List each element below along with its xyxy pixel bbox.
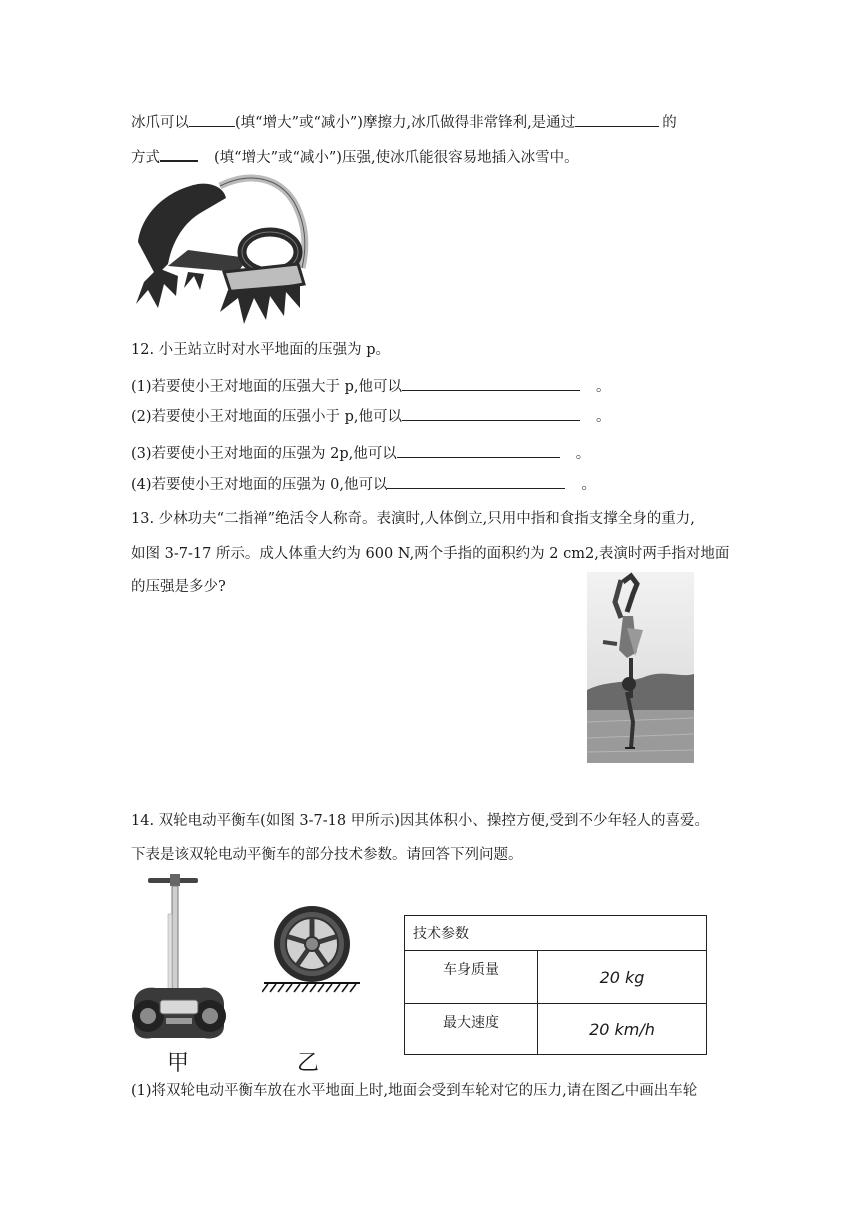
q14-sub-1: (1)将双轮电动平衡车放在水平地面上时,地面会受到车轮对它的压力,请在图乙中画出车轮: [131, 1083, 698, 1099]
q13-line-1: 13. 少林功夫“二指禅”绝活令人称奇。表演时,人体倒立,只用中指和食指支撑全身的重力,: [131, 511, 695, 527]
crampon-figure: [128, 172, 310, 330]
q12-item-3-text: (3)若要使小王对地面的压强为 2p,他可以: [131, 446, 397, 462]
q12-item-2: [131, 405, 611, 427]
table-header-cell: 技术参数: [405, 916, 707, 951]
q12-item-2-end: 。: [596, 409, 611, 425]
figure-label-yi: 乙: [297, 1051, 320, 1076]
q11-text-b: (填“增大”或“减小”)摩擦力,冰爪做得非常锋利,是通过: [235, 115, 576, 131]
table-row: [405, 951, 707, 1004]
q12-item-4: [131, 473, 596, 495]
q12-item-4-end: 。: [581, 477, 596, 493]
wheel-on-ground-figure: [262, 904, 362, 996]
table-header-row: [405, 916, 707, 951]
q12-item-4-text: (4)若要使小王对地面的压强为 0,他可以: [131, 477, 388, 493]
q14-line-1: 14. 双轮电动平衡车(如图 3-7-18 甲所示)因其体积小、操控方便,受到不少年轻人的喜爱。: [131, 813, 710, 829]
q11-blank-2: [575, 111, 659, 127]
table-cell-value: 20 kg: [538, 951, 707, 1004]
q12-item-1: [131, 375, 611, 397]
q11-line-1: [131, 111, 677, 133]
q11-text-c: 的: [662, 115, 677, 131]
balance-scooter-figure: [130, 874, 226, 1042]
q11-blank-3: [160, 145, 198, 162]
q12-item-3-blank: [397, 442, 560, 458]
table-row: [405, 1004, 707, 1055]
q12-item-1-blank: [402, 375, 580, 391]
q12-item-3: [131, 442, 590, 464]
table-cell-value: 20 km/h: [538, 1004, 707, 1055]
q12-item-3-end: 。: [575, 446, 591, 462]
q11-text-d: 方式: [131, 150, 160, 166]
two-finger-handstand-photo: [587, 572, 694, 763]
table-cell-name: 最大速度: [405, 1004, 538, 1055]
q14-line-2: 下表是该双轮电动平衡车的部分技术参数。请回答下列问题。: [131, 847, 523, 863]
q12-item-2-blank: [402, 405, 580, 421]
q13-line-2: 如图 3-7-17 所示。成人体重大约为 600 N,两个手指的面积约为 2 cm2,表演时两手指对地面: [131, 546, 730, 562]
figure-label-jia: 甲: [167, 1051, 190, 1076]
q13-line-3: 的压强是多少?: [131, 579, 226, 595]
q12-stem: 12. 小王站立时对水平地面的压强为 p。: [131, 342, 391, 358]
technical-parameters-table: [404, 915, 707, 1055]
q12-item-4-blank: [387, 473, 565, 489]
q11-text-a: 冰爪可以: [131, 115, 189, 131]
q12-item-1-text: (1)若要使小王对地面的压强大于 p,他可以: [131, 379, 403, 395]
q12-item-1-end: 。: [596, 379, 611, 395]
q11-blank-1: [189, 111, 235, 127]
table-cell-name: 车身质量: [405, 951, 538, 1004]
q11-line-2: [131, 145, 579, 168]
q12-item-2-text: (2)若要使小王对地面的压强小于 p,他可以: [131, 409, 403, 425]
q11-text-e: (填“增大”或“减小”)压强,使冰爪能很容易地插入冰雪中。: [214, 150, 579, 166]
